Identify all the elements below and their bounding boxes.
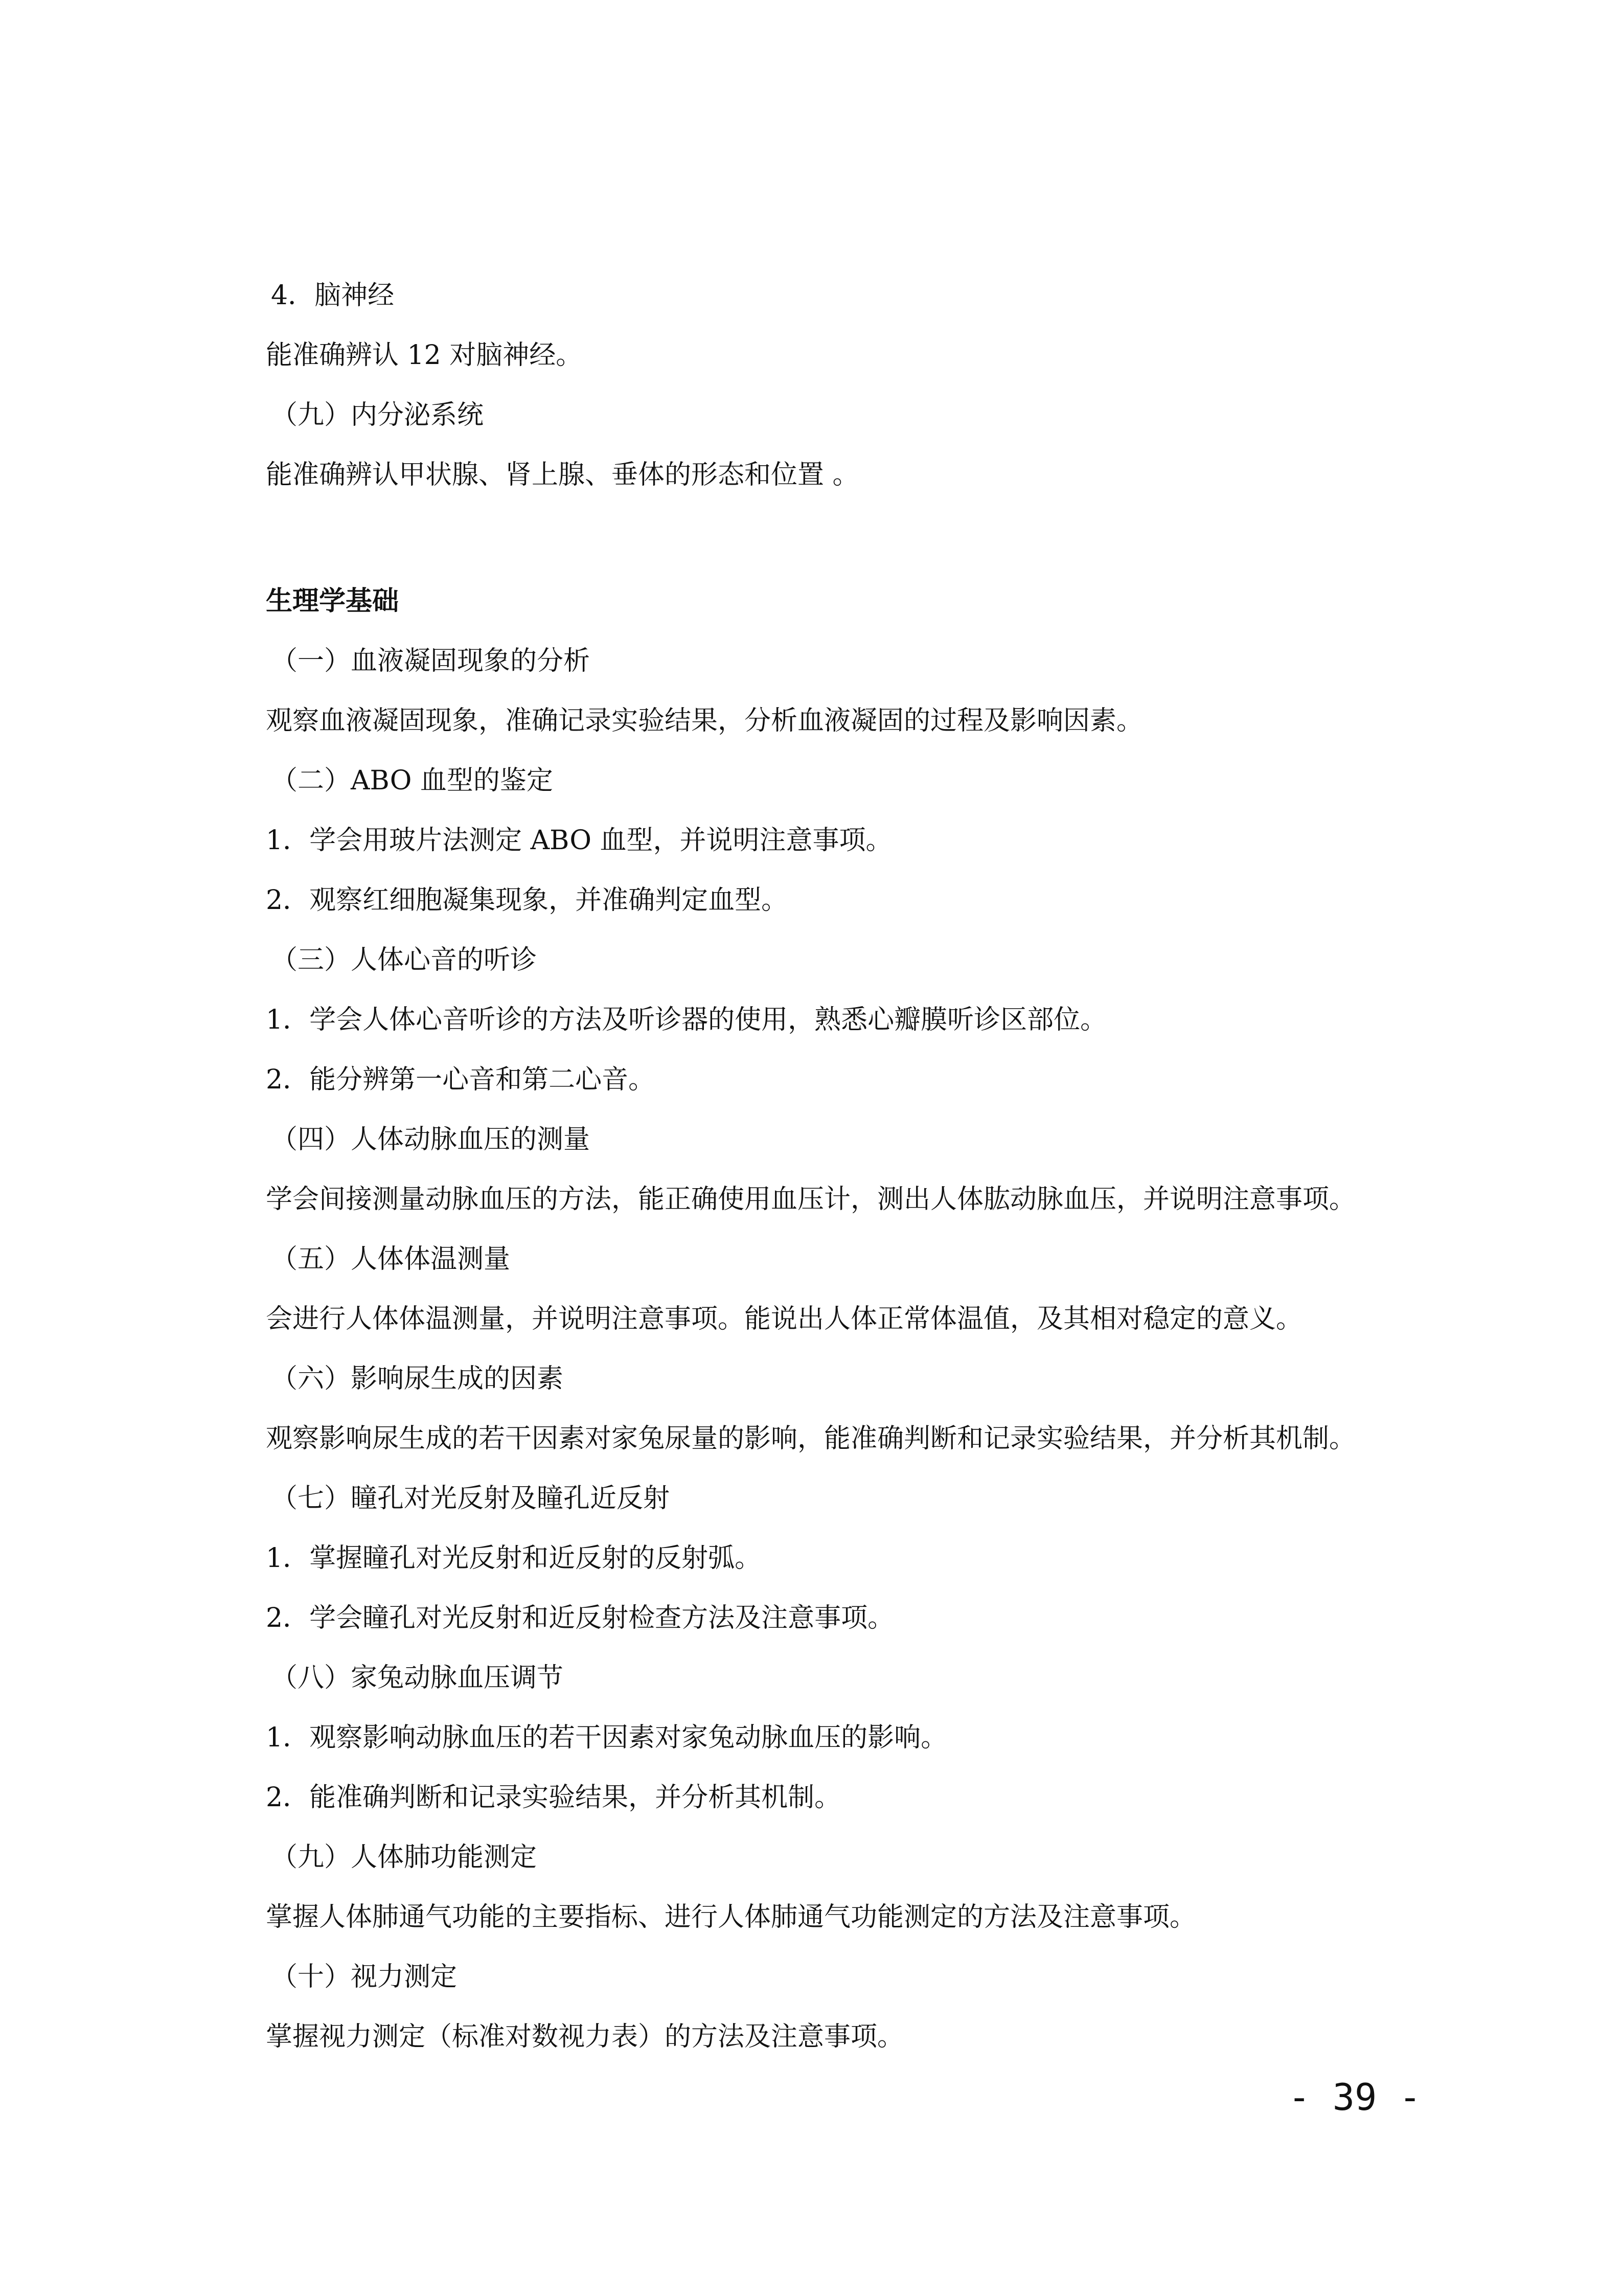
subsection-title: （九）人体肺功能测定 — [271, 1842, 537, 1873]
physiology-section — [266, 631, 1416, 2067]
paragraph-line: 2．观察红细胞凝集现象，并准确判定血型。 — [266, 885, 788, 916]
subsection-title: （三）人体心音的听诊 — [271, 945, 537, 975]
paragraph-line: 掌握人体肺通气功能的主要指标、进行人体肺通气功能测定的方法及注意事项。 — [266, 1902, 1197, 1933]
paragraph-line: 1．掌握瞳孔对光反射和近反射的反射弧。 — [266, 1543, 762, 1574]
subsection-title: （一）血液凝固现象的分析 — [271, 646, 590, 676]
subsection-title: 4．脑神经 — [271, 280, 395, 311]
paragraph-line: 观察影响尿生成的若干因素对家兔尿量的影响，能准确判断和记录实验结果，并分析其机制。 — [266, 1423, 1356, 1454]
section-heading: 生理学基础 — [266, 586, 399, 617]
subsection-title: （四）人体动脉血压的测量 — [271, 1124, 590, 1155]
paragraph-line: 会进行人体体温测量，并说明注意事项。能说出人体正常体温值，及其相对稳定的意义。 — [266, 1304, 1303, 1334]
paragraph-line: 2．学会瞳孔对光反射和近反射检查方法及注意事项。 — [266, 1603, 895, 1633]
paragraph-line: 1．学会用玻片法测定 ABO 血型，并说明注意事项。 — [266, 825, 893, 856]
paragraph-line: 观察血液凝固现象，准确记录实验结果，分析血液凝固的过程及影响因素。 — [266, 706, 1144, 736]
section-gap — [266, 505, 1416, 572]
paragraph-line: 1．学会人体心音听诊的方法及听诊器的使用，熟悉心瓣膜听诊区部位。 — [266, 1005, 1107, 1035]
document-body — [266, 266, 1416, 2067]
paragraph-line: 1．观察影响动脉血压的若干因素对家兔动脉血压的影响。 — [266, 1722, 948, 1753]
paragraph-line: 能准确辨认 12 对脑神经。 — [266, 340, 583, 371]
subsection-title: （八）家兔动脉血压调节 — [271, 1663, 564, 1693]
paragraph-line: 掌握视力测定（标准对数视力表）的方法及注意事项。 — [266, 2021, 904, 2052]
subsection-title: （六）影响尿生成的因素 — [271, 1363, 564, 1394]
subsection-title: （二）ABO 血型的鉴定 — [271, 765, 553, 796]
paragraph-line: 学会间接测量动脉血压的方法，能正确使用血压计，测出人体肱动脉血压，并说明注意事项。 — [266, 1184, 1356, 1215]
subsection-title: （十）视力测定 — [271, 1962, 458, 1992]
anatomy-section-tail — [266, 266, 1416, 505]
page-number: - 39 - — [1288, 2076, 1422, 2119]
subsection-title: （五）人体体温测量 — [271, 1244, 511, 1275]
subsection-title: （七）瞳孔对光反射及瞳孔近反射 — [271, 1483, 670, 1514]
subsection-title: （九）内分泌系统 — [271, 400, 484, 430]
paragraph-line: 能准确辨认甲状腺、肾上腺、垂体的形态和位置 。 — [266, 460, 859, 490]
paragraph-line: 2．能准确判断和记录实验结果，并分析其机制。 — [266, 1782, 841, 1813]
paragraph-line: 2．能分辨第一心音和第二心音。 — [266, 1064, 655, 1095]
